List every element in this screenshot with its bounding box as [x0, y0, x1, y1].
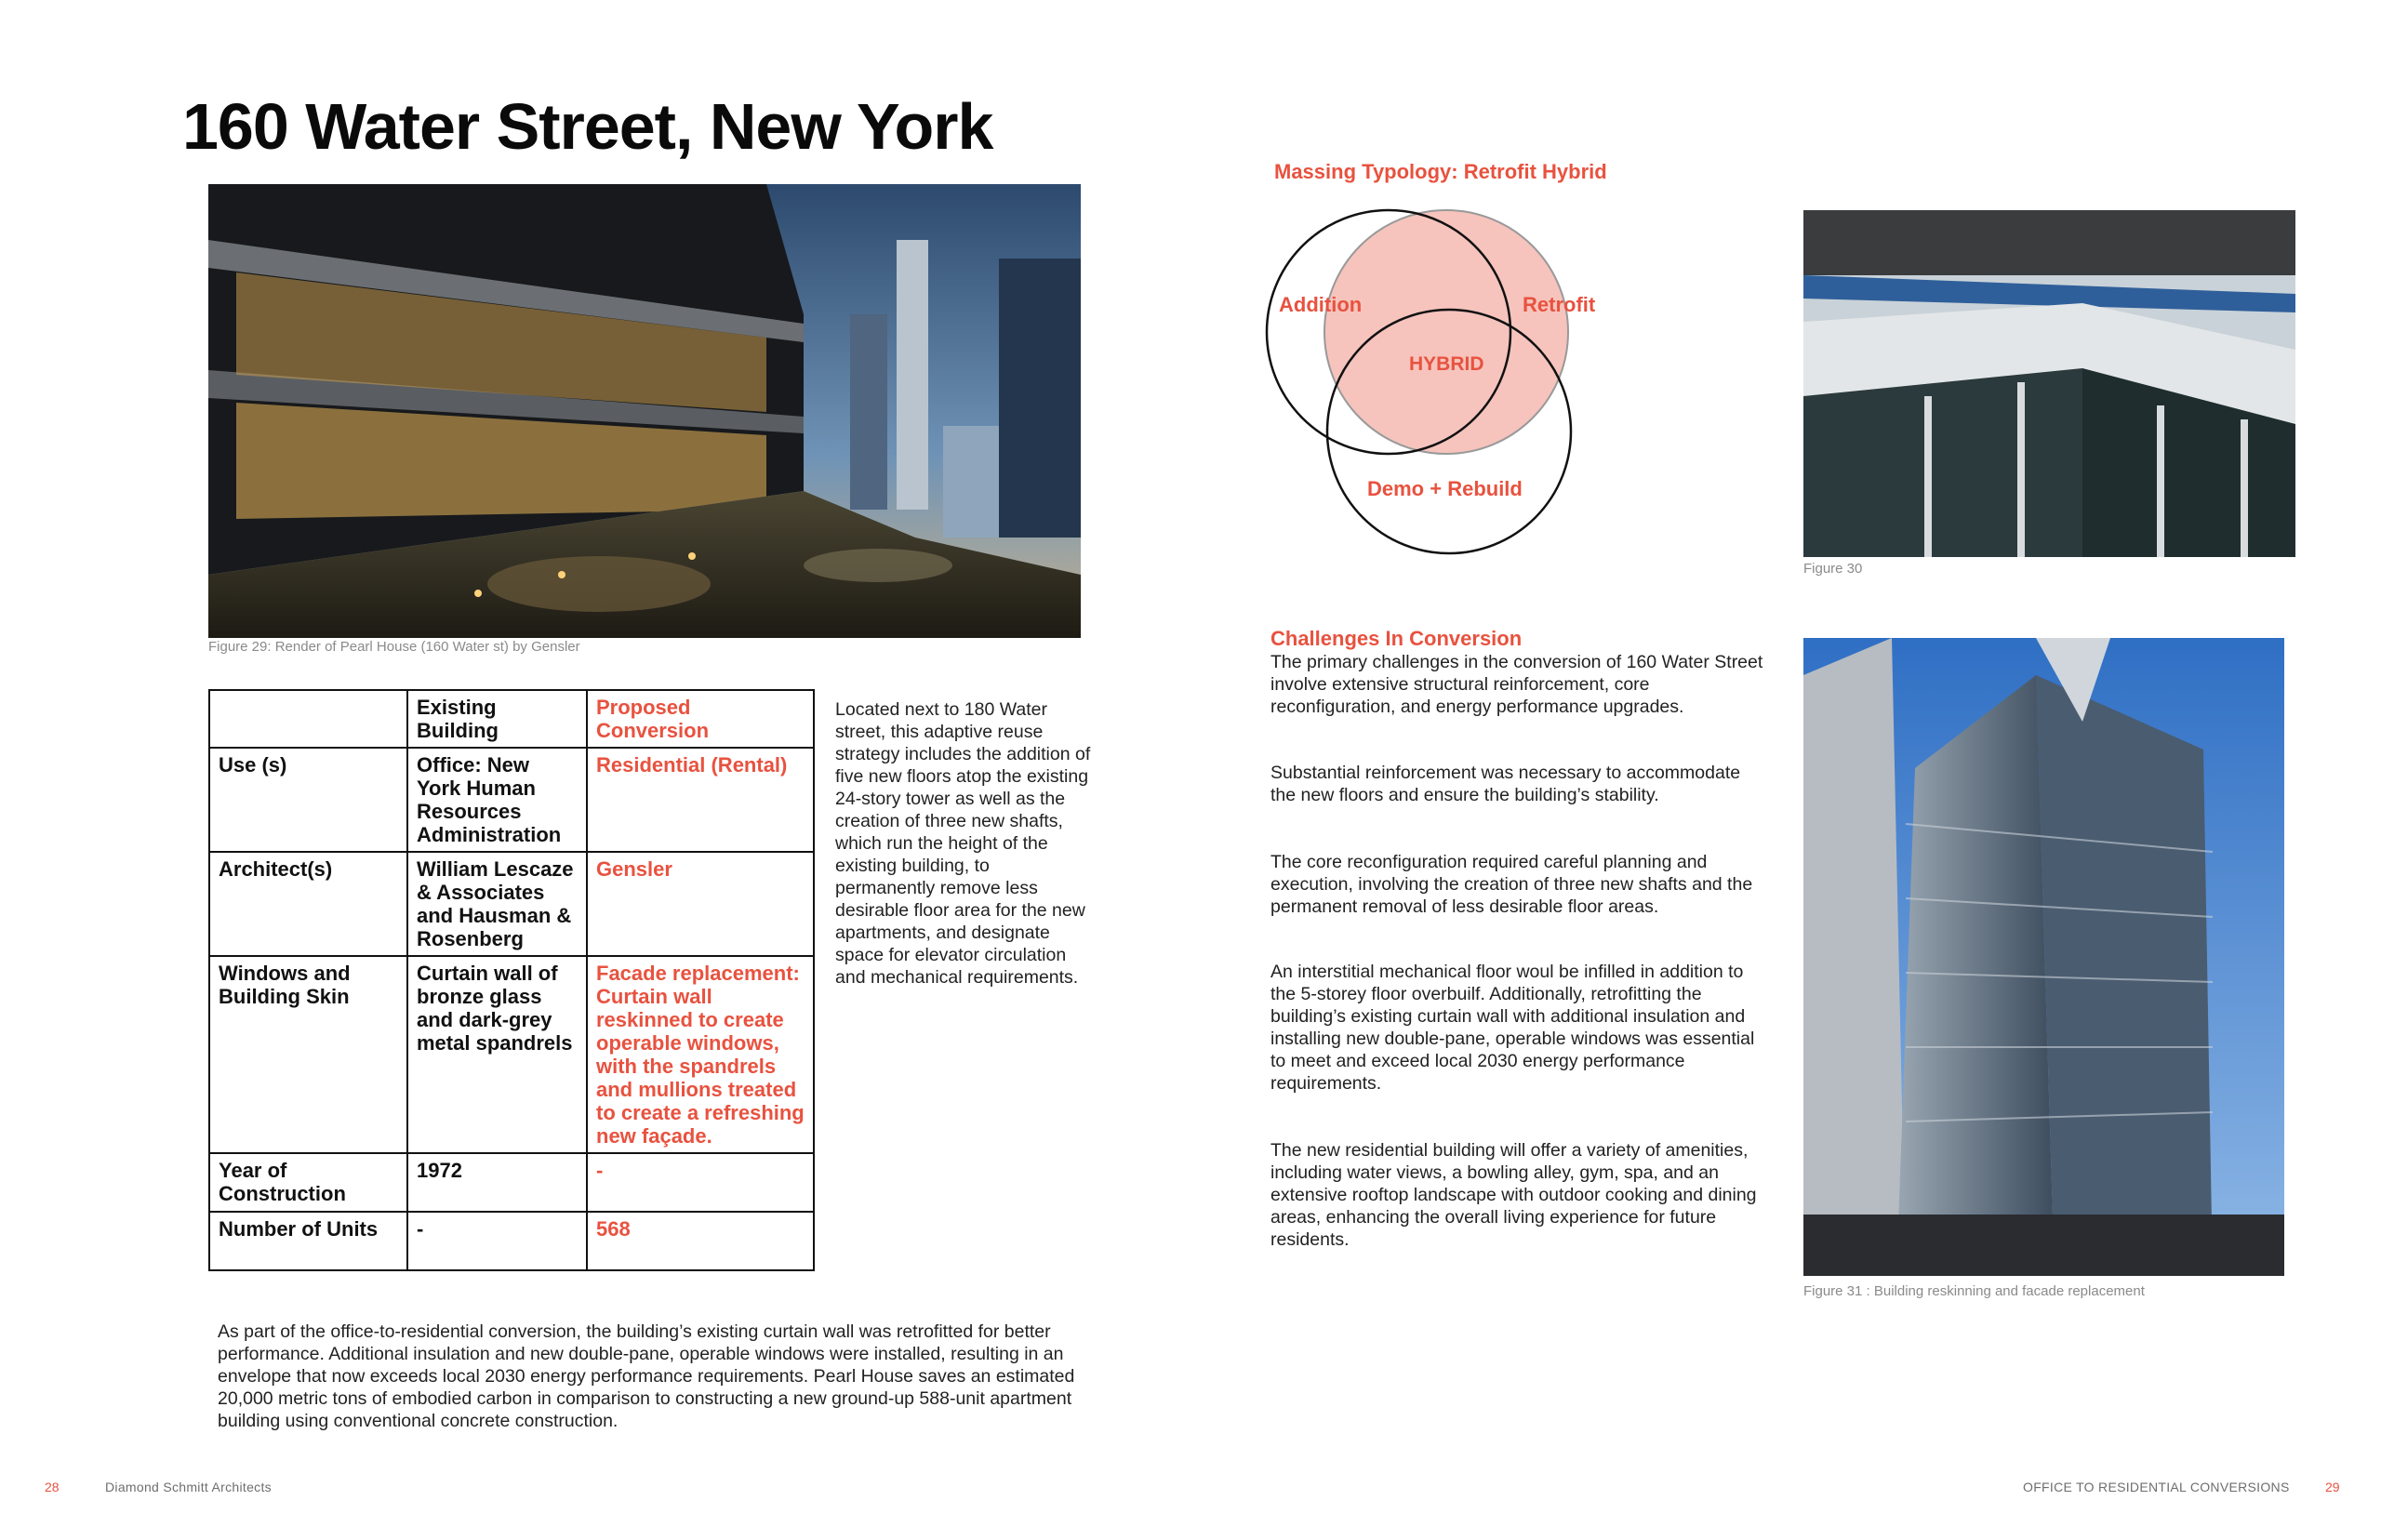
bottom-paragraph: As part of the office-to-residential conversion, the building’s existing curtain wall was retrofitted for better performance. Additional insulation and new double-pane, operable windows were installed, resulting in an envelope that now exceeds local 2030 energy performance requirements. Pearl House saves an estimated 20,000 metric tons of embodied carbon in comparison to constructing a new ground-up 588-unit apartment building using conventional concrete construction. [218, 1321, 1075, 1431]
challenges-p2: Substantial reinforcement was necessary to accommodate the new floors and ensure the building’s stability. [1270, 763, 1741, 805]
venn-label-hybrid: HYBRID [1409, 353, 1484, 375]
left-footer-publisher: Diamond Schmitt Architects [105, 1480, 272, 1494]
left-page-number: 28 [45, 1480, 60, 1494]
row-label: Windows and Building Skin [209, 956, 407, 1153]
row-existing: Curtain wall of bronze glass and dark-grey metal spandrels [407, 956, 587, 1153]
venn-label-retrofit: Retrofit [1523, 293, 1596, 316]
table-header-blank [209, 690, 407, 748]
table-header-existing: Existing Building [407, 690, 587, 748]
row-proposed: Residential (Rental) [587, 748, 814, 852]
challenges-p4: An interstitial mechanical floor woul be infilled in addition to the 5-storey floor overbuilf. Additionally, retrofitting the building’s existing curtain wall with additional insulation and installing new double-pane, operable windows was essential to meet and exceed local 2030 energy performance requirements. [1270, 962, 1755, 1094]
figure-29-render-image [208, 184, 1081, 638]
figure-31-caption: Figure 31 : Building reskinning and facade replacement [1803, 1283, 2145, 1299]
retrofit-circle [1324, 210, 1568, 454]
table-row [209, 1212, 814, 1270]
venn-label-demo-rebuild: Demo + Rebuild [1367, 477, 1523, 500]
side-paragraph: Located next to 180 Water street, this adaptive reuse strategy includes the addition of five new floors atop the existing 24-story tower as well as the creation of three new shafts, which run the height of the existing building, to permanently remove less desirable floor area for the new apartments, and designate space for elevator circulation and mechanical requirements. [835, 699, 1091, 988]
building-comparison-table [208, 689, 815, 1271]
row-proposed: 568 [587, 1212, 814, 1270]
row-proposed: Facade replacement: Curtain wall reskinned to create operable windows, with the spandrels and mullions treated to create a refreshing new façade. [587, 956, 814, 1153]
row-label: Year of Construction [209, 1153, 407, 1212]
row-label: Architect(s) [209, 852, 407, 956]
challenges-heading: Challenges In Conversion [1270, 627, 1523, 650]
table-row [209, 748, 814, 852]
challenges-p1: The primary challenges in the conversion of 160 Water Street involve extensive structural reinforcement, core reconfiguration, and energy performance upgrades. [1270, 652, 1763, 717]
row-label: Number of Units [209, 1212, 407, 1270]
venn-label-addition: Addition [1279, 293, 1363, 316]
challenges-p3: The core reconfiguration required careful planning and execution, involving the creation of three new shafts and the permanent removal of less desirable floor areas. [1270, 852, 1753, 917]
row-proposed: - [587, 1153, 814, 1212]
right-footer-section-title: OFFICE TO RESIDENTIAL CONVERSIONS [2023, 1480, 2290, 1494]
figure-31-tower-image [1803, 638, 2284, 1276]
venn-title: Massing Typology: Retrofit Hybrid [1274, 160, 1607, 183]
table-row [209, 852, 814, 956]
massing-typology-venn-diagram [1260, 200, 1651, 563]
table-header-row [209, 690, 814, 748]
figure-30-caption: Figure 30 [1803, 561, 1863, 577]
page-title: 160 Water Street, New York [182, 90, 993, 163]
figure-29-caption: Figure 29: Render of Pearl House (160 Water st) by Gensler [208, 639, 580, 655]
challenges-p5: The new residential building will offer a variety of amenities, including water views, a bowling alley, gym, spa, and an extensive rooftop landscape with outdoor cooking and dining areas, enhancing the overall living experience for future residents. [1270, 1140, 1757, 1250]
row-existing: Office: New York Human Resources Administration [407, 748, 587, 852]
table-row [209, 956, 814, 1153]
figure-30-construction-image [1803, 210, 2295, 557]
table-row [209, 1153, 814, 1212]
row-existing: - [407, 1212, 587, 1270]
row-existing: William Lescaze & Associates and Hausman & Rosenberg [407, 852, 587, 956]
table-header-proposed: Proposed Conversion [587, 690, 814, 748]
right-page-number: 29 [2325, 1480, 2340, 1494]
row-existing: 1972 [407, 1153, 587, 1212]
row-label: Use (s) [209, 748, 407, 852]
row-proposed: Gensler [587, 852, 814, 956]
